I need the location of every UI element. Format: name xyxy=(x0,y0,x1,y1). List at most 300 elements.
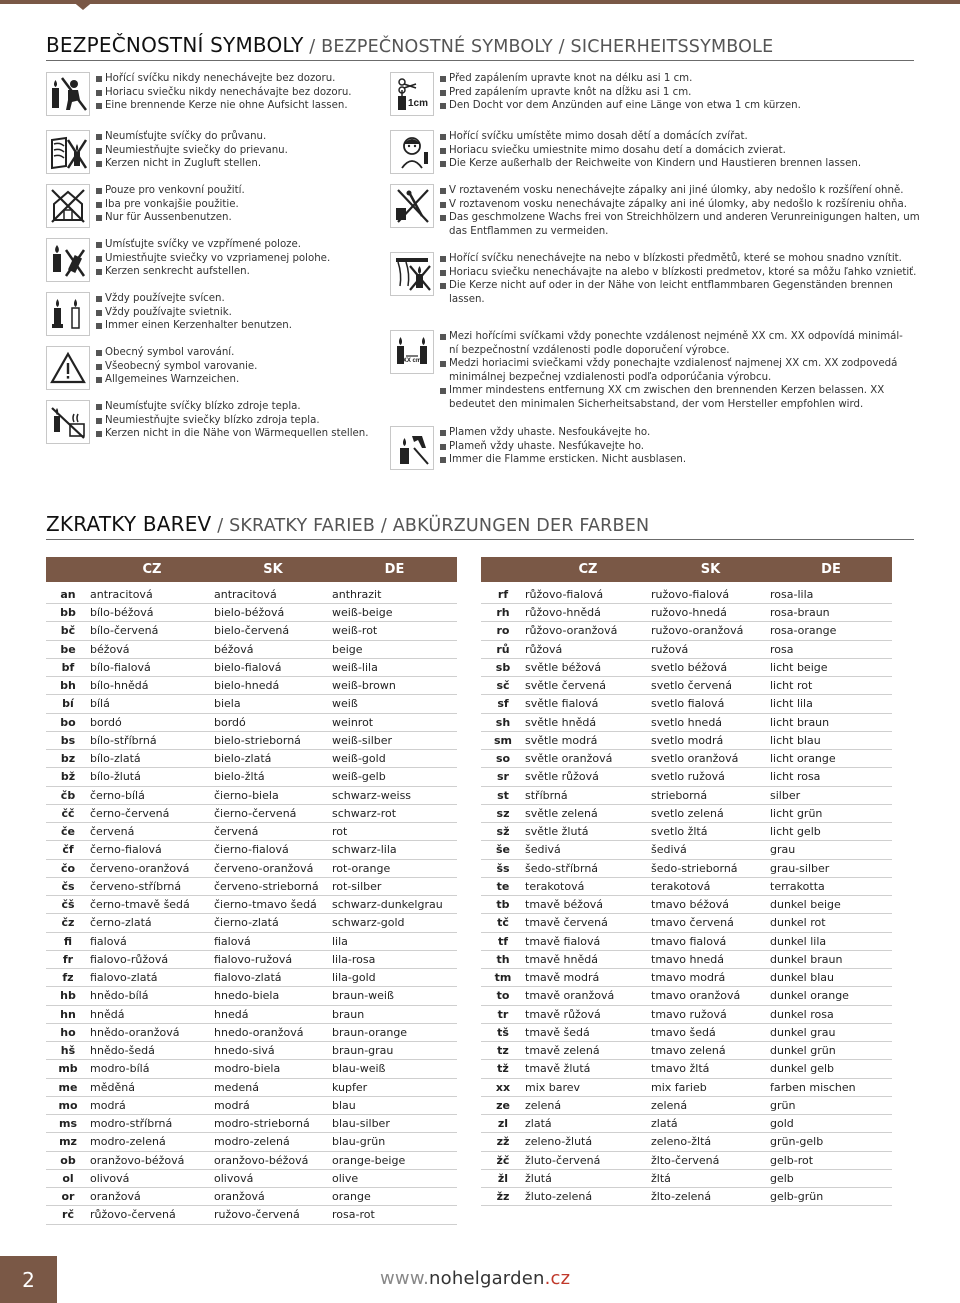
cell-sk: olivová xyxy=(214,1169,332,1187)
table-row xyxy=(481,1115,892,1133)
table-row xyxy=(46,859,457,877)
cell-de: rosa xyxy=(770,640,892,658)
cell-code: bb xyxy=(46,604,90,622)
cell-de: dunkel beige xyxy=(770,896,892,914)
cell-code: te xyxy=(481,877,525,895)
table-row xyxy=(481,1023,892,1041)
symbol-text-line: V roztavenom vosku nenechávajte zápalky ani iné úlomky, aby nedošlo k rozšíreniu ohňa. xyxy=(440,198,920,212)
cell-de: weiß-lila xyxy=(332,658,457,676)
symbol-text-line: minimálnej bezpečnej vzdialenosti podľa odporúčania výrobcu. xyxy=(449,371,772,383)
cell-code: tč xyxy=(481,914,525,932)
cell-code: ms xyxy=(46,1115,90,1133)
cell-sk: ružová xyxy=(651,640,770,658)
cell-cz: světle červená xyxy=(525,677,651,695)
cell-code: or xyxy=(46,1188,90,1206)
cell-de: weiß-gold xyxy=(332,750,457,768)
cell-code: mz xyxy=(46,1133,90,1151)
cell-sk: strieborná xyxy=(651,786,770,804)
symbol-text-line: Vždy používajte svietnik. xyxy=(96,306,292,320)
table-row xyxy=(481,987,892,1005)
cell-cz: světle béžová xyxy=(525,658,651,676)
cell-code: čz xyxy=(46,914,90,932)
cell-cz: hnědá xyxy=(90,1005,214,1023)
cell-cz: bílo-zlatá xyxy=(90,750,214,768)
symbol-item xyxy=(46,292,292,336)
table-row xyxy=(46,896,457,914)
symbol-item xyxy=(390,72,801,116)
cell-sk: mix farieb xyxy=(651,1078,770,1096)
cell-de: olive xyxy=(332,1169,457,1187)
color-codes-table-left xyxy=(46,557,457,1225)
cell-code: mo xyxy=(46,1096,90,1114)
cell-de: lila-gold xyxy=(332,969,457,987)
table-row xyxy=(46,1096,457,1114)
cell-de: blau-grün xyxy=(332,1133,457,1151)
symbol-description xyxy=(440,184,920,238)
footer-url-www: www. xyxy=(380,1268,430,1289)
table-row xyxy=(46,1005,457,1023)
cell-code: ho xyxy=(46,1023,90,1041)
symbol-item xyxy=(46,346,257,390)
table-row xyxy=(46,1188,457,1206)
cell-code: čč xyxy=(46,804,90,822)
cell-sk: žlto-červená xyxy=(651,1151,770,1169)
cell-cz: černo-fialová xyxy=(90,841,214,859)
symbol-text-line: Kerzen senkrecht aufstellen. xyxy=(96,265,330,279)
cell-cz: modrá xyxy=(90,1096,214,1114)
cell-de: braun xyxy=(332,1005,457,1023)
cell-cz: zeleno-žlutá xyxy=(525,1133,651,1151)
cell-sk: čierno-fialová xyxy=(214,841,332,859)
cell-cz: oranžovo-béžová xyxy=(90,1151,214,1169)
cell-sk: červená xyxy=(214,823,332,841)
cell-code: bí xyxy=(46,695,90,713)
symbol-item xyxy=(390,184,920,238)
candle-holder-icon xyxy=(46,292,90,336)
draught-icon xyxy=(46,130,90,174)
header-code-cell xyxy=(46,557,90,584)
cell-code: rf xyxy=(481,584,525,604)
table-row xyxy=(46,786,457,804)
table-row xyxy=(481,841,892,859)
cell-code: me xyxy=(46,1078,90,1096)
cell-code: ob xyxy=(46,1151,90,1169)
safety-symbols-title-main: BEZPEČNOSTNÍ SYMBOLY xyxy=(46,33,304,57)
cell-sk: žltá xyxy=(651,1169,770,1187)
cell-code: šs xyxy=(481,859,525,877)
cell-de: weiß xyxy=(332,695,457,713)
cell-code: hš xyxy=(46,1042,90,1060)
table-row xyxy=(481,969,892,987)
cell-sk: antracitová xyxy=(214,584,332,604)
symbol-text-line: Mezi hořícími svíčkami vždy ponechte vzdálenost nejméně XX cm. XX odpovídá minimál- xyxy=(440,330,903,344)
cell-sk: čierno-biela xyxy=(214,786,332,804)
table-row xyxy=(46,1042,457,1060)
cell-de: licht lila xyxy=(770,695,892,713)
cell-cz: modro-bílá xyxy=(90,1060,214,1078)
cell-cz: světle modrá xyxy=(525,731,651,749)
cell-sk: béžová xyxy=(214,640,332,658)
cell-de: lila-rosa xyxy=(332,950,457,968)
cell-cz: stříbrná xyxy=(525,786,651,804)
symbol-item xyxy=(46,238,330,282)
cell-cz: růžovo-fialová xyxy=(525,584,651,604)
cell-sk: čierno-červená xyxy=(214,804,332,822)
unattended-candle-icon xyxy=(46,72,90,116)
cell-cz: růžovo-červená xyxy=(90,1206,214,1224)
cell-sk: medená xyxy=(214,1078,332,1096)
cell-cz: tmavě červená xyxy=(525,914,651,932)
symbol-description xyxy=(440,426,686,470)
icon-label: XX cm xyxy=(402,358,422,364)
cell-sk: bielo-zlatá xyxy=(214,750,332,768)
cell-sk: modrá xyxy=(214,1096,332,1114)
cell-cz: modro-zelená xyxy=(90,1133,214,1151)
cell-sk: modro-zelená xyxy=(214,1133,332,1151)
symbol-text-line: Das geschmolzene Wachs frei von Streichhölzern und anderen Verunreinigungen halten, um das Entflammen zu vermeiden. xyxy=(440,211,920,238)
cell-de: beige xyxy=(332,640,457,658)
table-row xyxy=(481,786,892,804)
footer-url-tld: .cz xyxy=(544,1268,571,1289)
cell-sk: bielo-fialová xyxy=(214,658,332,676)
cell-sk: červeno-strieborná xyxy=(214,877,332,895)
symbol-text-line: Plameň vždy uhaste. Nesfúkavejte ho. xyxy=(440,440,686,454)
cell-sk: fialová xyxy=(214,932,332,950)
cell-cz: růžová xyxy=(525,640,651,658)
upright-candle-icon xyxy=(46,238,90,282)
cell-cz: černo-červená xyxy=(90,804,214,822)
cell-sk: šedivá xyxy=(651,841,770,859)
footer-website-link[interactable] xyxy=(380,1268,570,1289)
cell-cz: růžovo-oranžová xyxy=(525,622,651,640)
symbol-text-line: ní bezpečnostní vzdálenosti podle doporučení výrobce. xyxy=(449,344,730,356)
symbol-description xyxy=(96,292,292,336)
cell-de: licht orange xyxy=(770,750,892,768)
cell-code: bž xyxy=(46,768,90,786)
cell-code: tž xyxy=(481,1060,525,1078)
cell-sk: zeleno-žltá xyxy=(651,1133,770,1151)
cell-de: blau xyxy=(332,1096,457,1114)
cell-code: sm xyxy=(481,731,525,749)
table-row xyxy=(46,914,457,932)
cell-de: braun-grau xyxy=(332,1042,457,1060)
cell-sk: tmavo fialová xyxy=(651,932,770,950)
cell-code: an xyxy=(46,584,90,604)
symbol-description xyxy=(96,346,257,390)
cell-sk: bielo-žltá xyxy=(214,768,332,786)
cell-sk: hnedo-sivá xyxy=(214,1042,332,1060)
cell-cz: modro-stříbrná xyxy=(90,1115,214,1133)
symbol-text-line: Před zapálením upravte knot na délku asi 1 cm. xyxy=(440,72,801,86)
table-row xyxy=(481,877,892,895)
cell-code: čš xyxy=(46,896,90,914)
table-row xyxy=(46,713,457,731)
cell-code: fr xyxy=(46,950,90,968)
symbol-text-line: Allgemeines Warnzeichen. xyxy=(96,373,257,387)
cell-de: terrakotta xyxy=(770,877,892,895)
trim-wick-icon xyxy=(390,72,434,116)
cell-sk: bielo-strieborná xyxy=(214,731,332,749)
cell-code: čf xyxy=(46,841,90,859)
cell-sk: svetlo oranžová xyxy=(651,750,770,768)
symbol-text-line: Horiacu sviečku nikdy nenechávajte bez dozoru. xyxy=(96,86,352,100)
cell-code: sh xyxy=(481,713,525,731)
table-row xyxy=(481,914,892,932)
cell-sk: modro-strieborná xyxy=(214,1115,332,1133)
header-de: DE xyxy=(770,557,892,584)
cell-cz: žlutá xyxy=(525,1169,651,1187)
cell-cz: černo-zlatá xyxy=(90,914,214,932)
cell-de: schwarz-dunkelgrau xyxy=(332,896,457,914)
table-row xyxy=(481,622,892,640)
table-row xyxy=(481,604,892,622)
table-row xyxy=(481,1060,892,1078)
cell-code: zž xyxy=(481,1133,525,1151)
cell-sk: zlatá xyxy=(651,1115,770,1133)
table-row xyxy=(481,677,892,695)
cell-de: licht rot xyxy=(770,677,892,695)
table-row xyxy=(481,859,892,877)
cell-code: če xyxy=(46,823,90,841)
symbol-item xyxy=(46,130,288,174)
cell-de: licht blau xyxy=(770,731,892,749)
symbol-text-line: Všeobecný symbol varovanie. xyxy=(96,360,257,374)
cell-de: blau-weiß xyxy=(332,1060,457,1078)
cell-code: sf xyxy=(481,695,525,713)
cell-cz: bordó xyxy=(90,713,214,731)
cell-code: rč xyxy=(46,1206,90,1224)
cell-code: bh xyxy=(46,677,90,695)
symbol-text-line: Den Docht vor dem Anzünden auf eine Länge von etwa 1 cm kürzen. xyxy=(440,99,801,113)
children-pets-icon xyxy=(390,130,434,174)
symbol-text-line: Neumísťujte svíčky blízko zdroje tepla. xyxy=(96,400,369,414)
cell-sk: svetlo hnedá xyxy=(651,713,770,731)
cell-sk: tmavo zelená xyxy=(651,1042,770,1060)
symbol-item xyxy=(46,184,245,228)
symbol-text-line: Hořící svíčku umístěte mimo dosah dětí a domácích zvířat. xyxy=(440,130,861,144)
cell-sk: tmavo oranžová xyxy=(651,987,770,1005)
cell-de: orange xyxy=(332,1188,457,1206)
table-row xyxy=(481,695,892,713)
symbol-text-line: Immer einen Kerzenhalter benutzen. xyxy=(96,319,292,333)
table-header-row xyxy=(46,557,457,584)
cell-de: dunkel lila xyxy=(770,932,892,950)
cell-sk: svetlo modrá xyxy=(651,731,770,749)
cell-sk: svetlo červená xyxy=(651,677,770,695)
cell-sk: tmavo šedá xyxy=(651,1023,770,1041)
table-row xyxy=(46,658,457,676)
table-row xyxy=(481,950,892,968)
no-matches-icon xyxy=(390,184,434,228)
cell-code: tz xyxy=(481,1042,525,1060)
cell-code: čo xyxy=(46,859,90,877)
cell-cz: červená xyxy=(90,823,214,841)
cell-sk: modro-biela xyxy=(214,1060,332,1078)
cell-cz: měděná xyxy=(90,1078,214,1096)
cell-sk: bordó xyxy=(214,713,332,731)
table-row xyxy=(46,950,457,968)
cell-sk: oranžová xyxy=(214,1188,332,1206)
header-cz: CZ xyxy=(525,557,651,584)
symbol-text-line: bedeutet den minimalen Sicherheitsabstand, der vom Hersteller empfohlen wird. xyxy=(449,398,864,410)
cell-sk: svetlo žltá xyxy=(651,823,770,841)
symbol-description xyxy=(96,130,288,174)
table-row xyxy=(46,1078,457,1096)
cell-code: ze xyxy=(481,1096,525,1114)
cell-de: dunkel orange xyxy=(770,987,892,1005)
cell-sk: biela xyxy=(214,695,332,713)
cell-de: orange-beige xyxy=(332,1151,457,1169)
warning-triangle-icon xyxy=(46,346,90,390)
cell-de: schwarz-rot xyxy=(332,804,457,822)
cell-sk: zelená xyxy=(651,1096,770,1114)
cell-de: licht braun xyxy=(770,713,892,731)
cell-sk: svetlo fialová xyxy=(651,695,770,713)
cell-cz: bílo-béžová xyxy=(90,604,214,622)
cell-cz: tmavě šedá xyxy=(525,1023,651,1041)
cell-cz: světle fialová xyxy=(525,695,651,713)
cell-sk: ružovo-červená xyxy=(214,1206,332,1224)
extinguish-icon xyxy=(390,426,434,470)
cell-de: anthrazit xyxy=(332,584,457,604)
cell-sk: hnedo-biela xyxy=(214,987,332,1005)
cell-cz: šedivá xyxy=(525,841,651,859)
safety-symbols-title-sub: / BEZPEČNOSTNÉ SYMBOLY / SICHERHEITSSYMBOLE xyxy=(303,37,774,57)
symbol-description xyxy=(440,130,861,174)
safety-title-rule xyxy=(46,60,914,61)
cell-cz: černo-bílá xyxy=(90,786,214,804)
cell-code: bč xyxy=(46,622,90,640)
table-row xyxy=(481,640,892,658)
cell-sk: ružovo-hnedá xyxy=(651,604,770,622)
cell-code: rh xyxy=(481,604,525,622)
cell-sk: ružovo-oranžová xyxy=(651,622,770,640)
cell-cz: tmavě béžová xyxy=(525,896,651,914)
cell-code: hb xyxy=(46,987,90,1005)
table-row xyxy=(46,695,457,713)
cell-cz: mix barev xyxy=(525,1078,651,1096)
cell-de: licht beige xyxy=(770,658,892,676)
cell-cz: růžovo-hnědá xyxy=(525,604,651,622)
cell-de: schwarz-weiss xyxy=(332,786,457,804)
cell-de: grün xyxy=(770,1096,892,1114)
cell-cz: světle růžová xyxy=(525,768,651,786)
cell-cz: žluto-červená xyxy=(525,1151,651,1169)
cell-de: rot-orange xyxy=(332,859,457,877)
table-row xyxy=(481,713,892,731)
cell-de: licht rosa xyxy=(770,768,892,786)
cell-cz: bílo-červená xyxy=(90,622,214,640)
cell-de: dunkel rosa xyxy=(770,1005,892,1023)
cell-code: sr xyxy=(481,768,525,786)
table-row xyxy=(46,1115,457,1133)
table-row xyxy=(46,1060,457,1078)
symbol-text-line: Hořící svíčku nikdy nenechávejte bez dozoru. xyxy=(96,72,352,86)
candle-distance-icon xyxy=(390,330,434,374)
cell-code: čb xyxy=(46,786,90,804)
cell-de: grau xyxy=(770,841,892,859)
cell-de: rot-silber xyxy=(332,877,457,895)
cell-sk: terakotová xyxy=(651,877,770,895)
cell-code: tr xyxy=(481,1005,525,1023)
table-row xyxy=(481,1169,892,1187)
cell-code: hn xyxy=(46,1005,90,1023)
heat-source-icon xyxy=(46,400,90,444)
cell-cz: černo-tmavě šedá xyxy=(90,896,214,914)
cell-de: dunkel gelb xyxy=(770,1060,892,1078)
cell-sk: čierno-tmavo šedá xyxy=(214,896,332,914)
table-row xyxy=(481,1078,892,1096)
symbol-item xyxy=(390,252,920,306)
cell-cz: šedo-stříbrná xyxy=(525,859,651,877)
symbol-item xyxy=(390,130,861,174)
cell-de: kupfer xyxy=(332,1078,457,1096)
cell-sk: žlto-zelená xyxy=(651,1188,770,1206)
table-row xyxy=(481,896,892,914)
cell-code: tf xyxy=(481,932,525,950)
cell-cz: tmavě růžová xyxy=(525,1005,651,1023)
symbol-text-line: Horiacu sviečku umiestnite mimo dosahu detí a domácich zvierat. xyxy=(440,144,861,158)
color-title-rule xyxy=(46,539,914,540)
top-accent-notch xyxy=(71,0,95,10)
symbol-text-line: Immer mindestens entfernung XX cm zwischen den brennenden Kerzen belassen. XX xyxy=(440,384,903,398)
cell-sk: svetlo zelená xyxy=(651,804,770,822)
header-code-cell xyxy=(481,557,525,584)
symbol-text-line: Eine brennende Kerze nie ohne Aufsicht lassen. xyxy=(96,99,352,113)
cell-de: weiß-silber xyxy=(332,731,457,749)
cell-cz: tmavě modrá xyxy=(525,969,651,987)
cell-de: rot xyxy=(332,823,457,841)
symbol-description xyxy=(440,72,801,116)
color-codes-title-main: ZKRATKY BAREV xyxy=(46,512,212,536)
cell-code: th xyxy=(481,950,525,968)
cell-code: sč xyxy=(481,677,525,695)
symbol-description xyxy=(96,184,245,228)
cell-code: xx xyxy=(481,1078,525,1096)
cell-cz: tmavě zelená xyxy=(525,1042,651,1060)
header-cz: CZ xyxy=(90,557,214,584)
table-row xyxy=(46,877,457,895)
cell-cz: žluto-zelená xyxy=(525,1188,651,1206)
table-row xyxy=(481,768,892,786)
symbol-text-line: Hořící svíčku nenechávejte na nebo v blízkosti předmětů, které se mohou snadno vznítit. xyxy=(440,252,920,266)
cell-sk: ružovo-fialová xyxy=(651,584,770,604)
table-row xyxy=(46,768,457,786)
cell-cz: světle hnědá xyxy=(525,713,651,731)
symbol-item xyxy=(390,426,686,470)
cell-cz: světle zelená xyxy=(525,804,651,822)
cell-sk: bielo-červená xyxy=(214,622,332,640)
cell-sk: červeno-oranžová xyxy=(214,859,332,877)
cell-cz: bílo-žlutá xyxy=(90,768,214,786)
cell-cz: terakotová xyxy=(525,877,651,895)
cell-cz: antracitová xyxy=(90,584,214,604)
symbol-text-line: V roztaveném vosku nenechávejte zápalky ani jiné úlomky, aby nedošlo k rozšíření ohně. xyxy=(440,184,920,198)
table-row xyxy=(46,1169,457,1187)
table-row xyxy=(46,677,457,695)
table-row xyxy=(46,987,457,1005)
symbol-description xyxy=(440,330,903,412)
symbol-text-line: Kerzen nicht in die Nähe von Wärmequellen stellen. xyxy=(96,427,369,441)
table-row xyxy=(481,1151,892,1169)
cell-sk: tmavo hnedá xyxy=(651,950,770,968)
table-row xyxy=(46,823,457,841)
cell-code: fi xyxy=(46,932,90,950)
table-row xyxy=(46,1206,457,1224)
symbol-description xyxy=(440,252,920,306)
header-de: DE xyxy=(332,557,457,584)
cell-code: to xyxy=(481,987,525,1005)
